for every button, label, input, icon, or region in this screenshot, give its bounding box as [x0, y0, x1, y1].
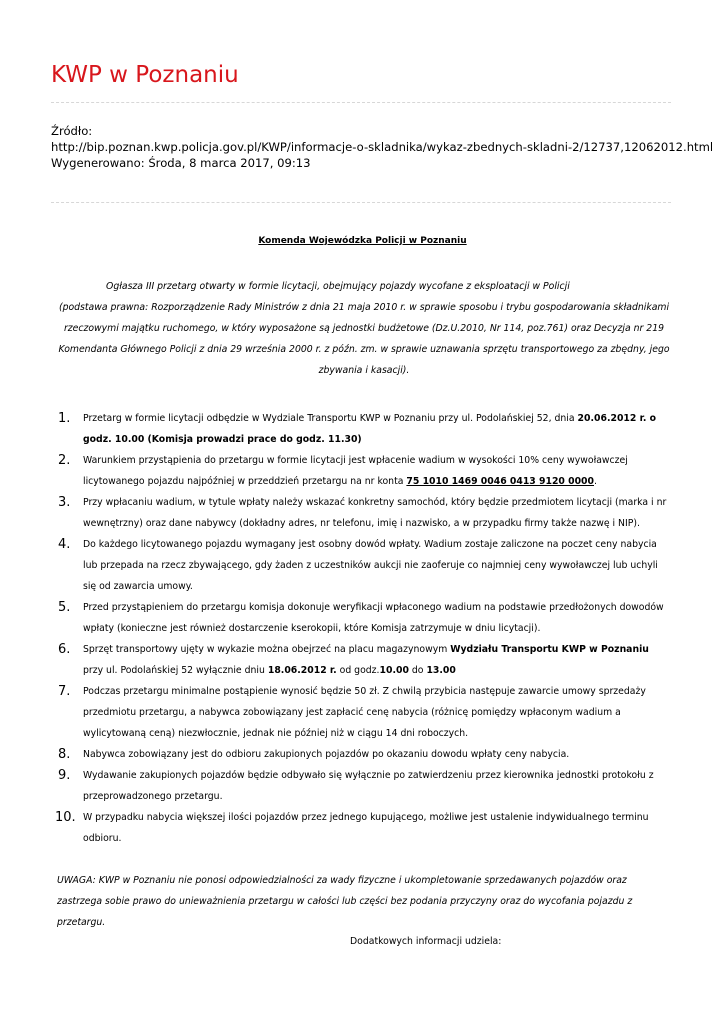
item-text: Przed przystąpieniem do przetargu komisja dokonuje weryfikacji wpłaconego wadium na podstawie przedłożonych dowodów wpłaty (konieczne jest również dostarczenie kserokopii, które Komisja zatrzymuje w dniu licytacji). [83, 602, 664, 634]
intro-line-1: Ogłasza III przetarg otwarty w formie licytacji, obejmujący pojazdy wycofane z eksploatacji w Policji [106, 281, 570, 292]
item-text: od godz. [336, 665, 380, 676]
item-number: 10. [55, 810, 76, 825]
item-text: Przetarg w formie licytacji odbędzie w Wydziale Transportu KWP w Poznaniu przy ul. Podolańskiej 52, dnia [83, 413, 578, 424]
item-bold-text: 13.00 [426, 665, 456, 676]
list-item [58, 492, 668, 534]
warning-note: UWAGA: KWP w Poznaniu nie ponosi odpowiedzialności za wady fizyczne i ukompletowanie sprzedawanych pojazdów oraz zastrzega sobie prawo do unieważnienia przetargu w całości lub części bez podania przyczyny oraz do wycofania pojazdu z przetargu. [57, 875, 633, 928]
item-text: . [594, 476, 597, 487]
item-text: Sprzęt transportowy ujęty w wykazie można obejrzeć na placu magazynowym [83, 644, 451, 655]
list-item [58, 408, 668, 450]
list-item [58, 639, 668, 681]
item-bold-text: 20.06.2012 r. o godz. 10.00 (Komisja prowadzi prace do godz. 11.30) [83, 413, 657, 445]
item-text: W przypadku nabycia większej ilości pojazdów przez jednego kupującego, możliwe jest ustalenie indywidualnego terminu odbioru. [83, 812, 649, 844]
generated-date: Wygenerowano: Środa, 8 marca 2017, 09:13 [51, 156, 311, 170]
rules-list [55, 408, 668, 849]
item-bold-text: Wydziału Transportu KWP w Poznaniu [450, 644, 649, 655]
item-text: do [408, 665, 427, 676]
item-number: 5. [58, 600, 71, 615]
site-title: KWP w Poznaniu [51, 62, 239, 88]
document-title: Komenda Wojewódzka Policji w Poznaniu [258, 236, 467, 246]
item-bold-text: 10.00 [379, 665, 409, 676]
source-url[interactable]: http://bip.poznan.kwp.policja.gov.pl/KWP/informacje-o-skladnika/wykaz-zbednych-skladni-2/12737,12062012.html [51, 140, 714, 154]
list-item [58, 450, 668, 492]
item-text: Wydawanie zakupionych pojazdów będzie odbywało się wyłącznie po zatwierdzeniu przez kierownika jednostki protokołu z przeprowadzonego przetargu. [83, 770, 654, 802]
item-number: 7. [58, 684, 71, 699]
item-text: Do każdego licytowanego pojazdu wymagany jest osobny dowód wpłaty. Wadium zostaje zaliczone na poczet ceny nabycia lub przepada na rzecz zbywającego, gdy żaden z uczestników aukcji nie zaoferuje co najmniej ceny wywoławczej lub uchyli się od zawarcia umowy. [83, 539, 658, 592]
list-item [58, 534, 668, 597]
item-text: Nabywca zobowiązany jest do odbioru zakupionych pojazdów po okazaniu dowodu wpłaty ceny nabycia. [83, 749, 570, 760]
list-item [58, 681, 668, 744]
list-item [55, 807, 668, 849]
item-text: przy ul. Podolańskiej 52 wyłącznie dniu [83, 665, 268, 676]
item-number: 3. [58, 495, 71, 510]
item-number: 9. [58, 768, 71, 783]
header-divider [51, 102, 671, 103]
document-meta [51, 123, 714, 171]
item-number: 6. [58, 642, 71, 657]
meta-divider [51, 202, 671, 203]
item-bold-text: 18.06.2012 r. [267, 665, 337, 676]
item-number: 8. [58, 747, 71, 762]
list-item [58, 765, 668, 807]
intro-legal-basis: (podstawa prawna: Rozporządzenie Rady Ministrów z dnia 21 maja 2010 r. w sprawie sposobu i trybu gospodarowania składnikami rzeczowymi majątku ruchomego, w który wyposażone są jednostki budżetowe (Dz.U.2010, Nr 114, poz.761) oraz Decyzja nr 219 Komendanta Głównego Policji z dnia 29 września 2000 r. z późn. zm. w sprawie uznawania sprzętu transportowego za zbędny, jego zbywania i kasacji). [58, 302, 670, 376]
item-text: Podczas przetargu minimalne postąpienie wynosić będzie 50 zł. Z chwilą przybicia następuje zawarcie umowy sprzedaży przedmiotu przetargu, a nabywca zobowiązany jest zapłacić cenę nabycia (różnicę pomiędzy wpłaconym wadium a wylicytowaną ceną) niezwłocznie, jednak nie później niż w ciągu 14 dni roboczych. [83, 686, 646, 739]
list-item [58, 597, 668, 639]
more-info-label: Dodatkowych informacji udziela: [350, 936, 502, 947]
account-number: 75 1010 1469 0046 0413 9120 0000 [406, 476, 594, 487]
item-number: 1. [58, 411, 71, 426]
intro-paragraph [57, 276, 671, 381]
item-number: 4. [58, 537, 71, 552]
item-number: 2. [58, 453, 71, 468]
source-label: Źródło: [51, 124, 93, 138]
list-item [58, 744, 668, 765]
item-text: Warunkiem przystąpienia do przetargu w formie licytacji jest wpłacenie wadium w wysokości 10% ceny wywoławczej licytowanego pojazdu najpóźniej w przeddzień przetargu na nr konta [83, 455, 628, 487]
item-text: Przy wpłacaniu wadium, w tytule wpłaty należy wskazać konkretny samochód, który będzie przedmiotem licytacji (marka i nr wewnętrzny) oraz dane nabywcy (dokładny adres, nr telefonu, imię i nazwisko, a w przypadku firmy także nazwę i NIP). [83, 497, 667, 529]
